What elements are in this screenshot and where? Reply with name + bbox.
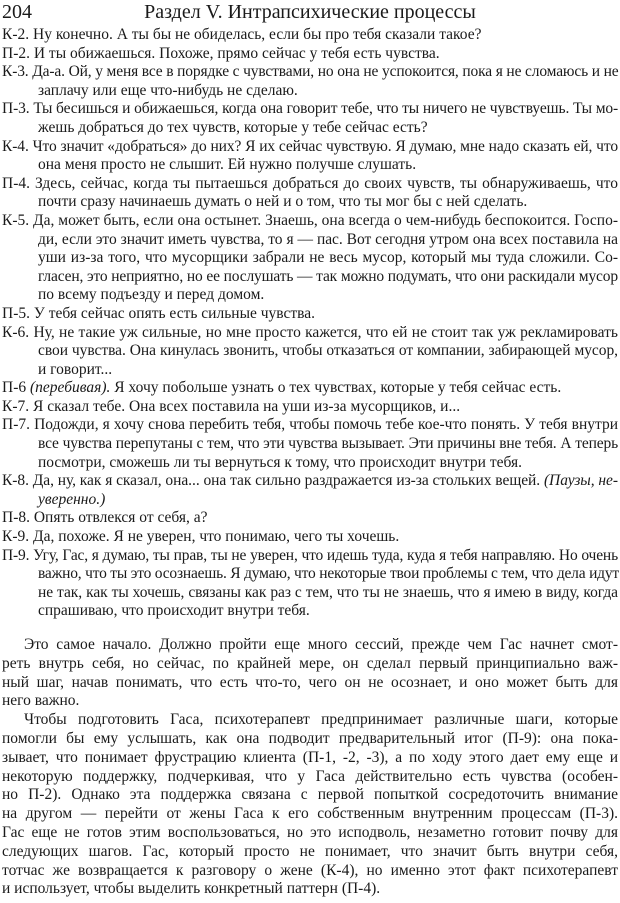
text-line: посмотри, сможешь ли ты вернуться к тому, что происходит внутри тебя.: [38, 453, 522, 471]
text-line: уши из-за того, что мусорщики забрали не весь мусор, который мы туда сложили. Со-: [38, 249, 618, 267]
dialogue-entry: [2, 45, 618, 64]
running-title: Раздел V. Интрапсихические процессы: [144, 1, 476, 23]
paragraph: [2, 636, 618, 711]
text-line: почти сразу начинаешь думать о ней и о том, что ты мог бы с ней сделать.: [38, 193, 528, 211]
dialogue-entry: [2, 547, 618, 621]
text-line: тотчас же возвращается к разговору о жене (К-4), но именно этот факт психотерапевт: [2, 861, 618, 879]
dialogue-entry: [2, 398, 618, 417]
text-segment: Я хочу побольше узнать о тех чувствах, которые у тебя сейчас есть.: [110, 379, 562, 397]
text-line: по всему подъезду и перед домом.: [38, 286, 265, 304]
text-line: К-7. Я сказал тебе. Она всех поставила на уши из-за мусорщиков, и...: [2, 397, 461, 415]
text-line: гласен, это неприятно, но ее послушать — так можно подумать, что они раскидали мусор: [38, 267, 618, 285]
italic-remark: уверенно.): [38, 490, 106, 508]
text-line: К-5. Да, может быть, если она остынет. Знаешь, она всегда о чем-нибудь беспокоится. Госпо-: [2, 211, 618, 229]
text-line: спрашиваю, что происходит внутри тебя.: [38, 602, 310, 620]
text-line: П-7. Подожди, я хочу снова перебить тебя, чтобы помочь тебе кое-что понять. У тебя внутри: [2, 416, 618, 434]
text-line: заплачу или еще что-нибудь не сделаю.: [38, 81, 298, 99]
text-line: но П-2). Однако эта поддержка связана с первой попыткой сосредоточить внимание: [2, 786, 618, 804]
dialogue-entry: [2, 26, 618, 45]
text-line: ди, если это значит иметь чувства, то я — пас. Вот сегодня утром она всех поставила на: [38, 230, 618, 248]
text-line: П-9. Угу, Гас, я думаю, ты прав, ты не уверен, что идешь туда, куда я тебя направляю. Но очень: [2, 546, 618, 564]
text-line: П-3. Ты бесишься и обижаешься, когда она говорит тебе, что ты ничего не чувствуешь. Ты мо-: [2, 100, 619, 118]
text-line: помогли бы ему услышать, как она подводит предварительный итог (П-9): она пока-: [2, 729, 618, 747]
text-line: К-4. Что значит «добраться» до них? Я их сейчас чувствую. Я думаю, мне надо сказать ей, что: [2, 137, 618, 155]
text-line: и использует, чтобы выделить конкретный паттерн (П-4).: [2, 880, 381, 898]
text-segment: К-8. Да, ну, как я сказал, она... она так сильно раздражается из-за стольких вещей.: [2, 472, 544, 490]
text-line: К-3. Да-а. Ой, у меня все в порядке с чувствами, но она не успокоится, пока я не сломаюсь и не: [2, 63, 619, 81]
text-line: [2, 379, 618, 398]
dialogue-entry: [2, 472, 618, 509]
text-line: Гас еще не готов этим воспользоваться, но это исподволь, незаметно готовит почву для: [2, 823, 618, 841]
text-line: [2, 472, 618, 491]
italic-remark: (Паузы, не-: [543, 472, 618, 490]
text-line: все чувства перепутаны с тем, что эти чувства вызывает. Эти причины вне тебя. А теперь: [38, 435, 618, 453]
dialogue-entry: [2, 324, 618, 380]
text-line: на другом — перейти от жены Гаса к его собственным внутренним процессам (П-3).: [2, 805, 618, 823]
text-line: Это самое начало. Должно пройти еще много сессий, прежде чем Гас начнет смот-: [24, 636, 618, 653]
paragraph: [2, 711, 618, 899]
text-line: него важно.: [2, 692, 80, 710]
text-line: П-8. Опять отвлекся от себя, а?: [2, 509, 208, 527]
text-line: ный шаг, начав понимать, что есть что-то, чего он не осознает, и оно может быть для: [2, 673, 618, 691]
text-line: реть внутрь себя, но сейчас, по крайней мере, он сделал первый принципиально важ-: [2, 654, 618, 672]
text-line: [38, 491, 618, 510]
page-header: [2, 0, 618, 24]
text-line: П-4. Здесь, сейчас, когда ты пытаешься добраться до своих чувств, ты обнаруживаешь, что: [2, 174, 618, 192]
dialogue-entry: [2, 528, 618, 547]
text-line: свои чувства. Она кинулась звонить, чтобы отказаться от компании, забирающей мусор,: [38, 342, 618, 360]
text-line: не так, как ты хочешь, связаны как раз с тем, что ты не знаешь, что я имею в виду, когда: [38, 583, 618, 601]
text-line: К-9. Да, похоже. Я не уверен, что понимаю, чего ты хочешь.: [2, 528, 400, 546]
italic-remark: (перебивая).: [29, 379, 111, 397]
text-line: Чтобы подготовить Гаса, психотерапевт предпринимает различные шаги, которые: [24, 711, 618, 729]
text-line: важно, что ты это осознаешь. Я думаю, что некоторые твои проблемы с тем, что дела идут: [38, 565, 619, 583]
text-line: жешь добраться до тех чувств, которые у тебе сейчас есть?: [38, 118, 428, 136]
text-line: К-6. Ну, не такие уж сильные, но мне просто кажется, что ей не стоит так уж рекламировать: [2, 323, 618, 341]
text-segment: П-6: [2, 379, 30, 397]
dialogue-entry: [2, 63, 618, 100]
text-line: и говорит...: [38, 360, 113, 378]
page-number: 204: [2, 1, 32, 23]
text-line: некоторую поддержку, подчеркивая, что у Гаса действительно есть чувства (особен-: [2, 767, 618, 785]
therapy-dialogue-transcript: [2, 26, 618, 621]
dialogue-entry: [2, 305, 618, 324]
dialogue-entry: [2, 416, 618, 472]
dialogue-entry: [2, 175, 618, 212]
text-line: она меня просто не слышит. Ей нужно получше слушать.: [38, 156, 417, 174]
text-line: К-2. Ну конечно. А ты бы не обиделась, если бы про тебя сказали такое?: [2, 26, 482, 43]
dialogue-entry: [2, 212, 618, 305]
dialogue-entry: [2, 379, 618, 398]
text-line: П-5. У тебя сейчас опять есть сильные чувства.: [2, 304, 316, 322]
commentary-text: [2, 636, 618, 899]
dialogue-entry: [2, 509, 618, 528]
dialogue-entry: [2, 138, 618, 175]
dialogue-entry: [2, 100, 618, 137]
text-line: следующих шагов. Гас, который просто не понимает, что значит быть внутри себя,: [2, 842, 618, 860]
text-line: П-2. И ты обижаешься. Похоже, прямо сейчас у тебя есть чувства.: [2, 44, 440, 62]
text-line: зывает, что понимает фрустрацию клиента (П-1, -2, -3), а по ходу этого дает ему еще и: [2, 748, 618, 766]
